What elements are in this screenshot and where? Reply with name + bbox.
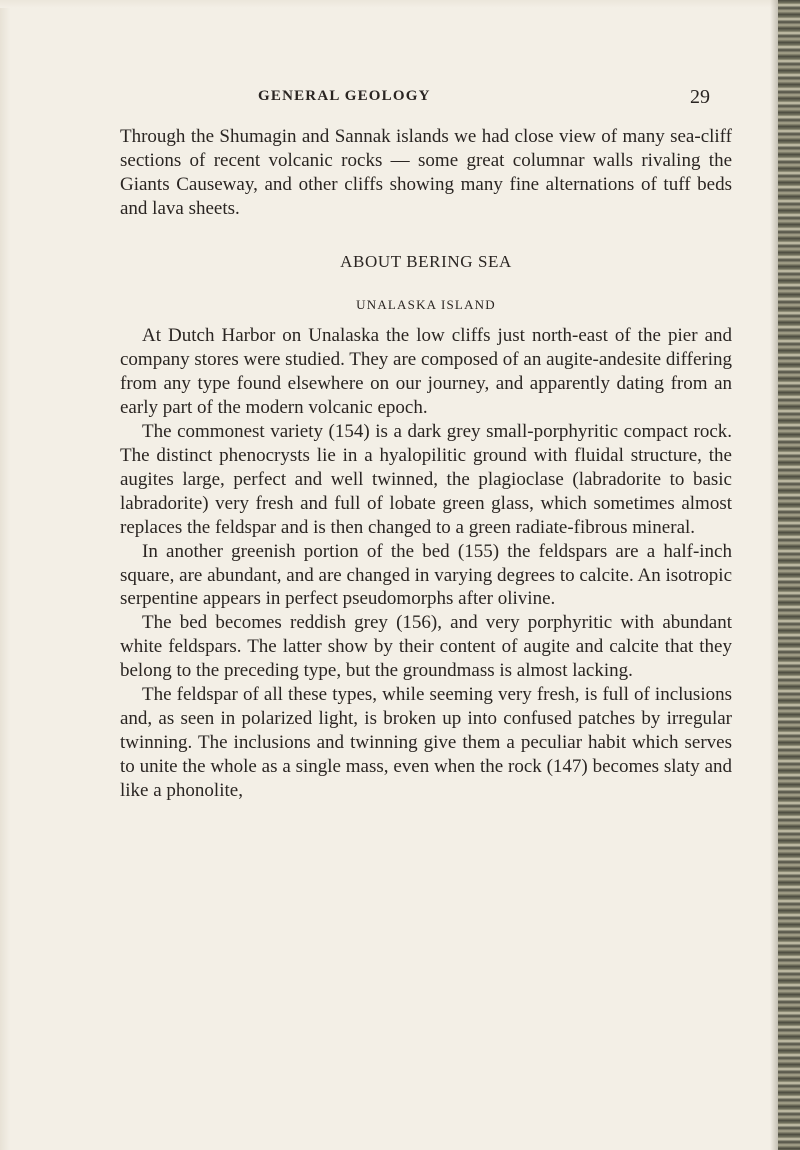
intro-paragraph: Through the Shumagin and Sannak islands we had close view of many sea-cliff sections of recent volcanic rocks — some great columnar walls rivaling the Giants Causeway, and other cliffs showing many fine alternations of tuff beds and lava sheets.	[120, 126, 732, 219]
page-number: 29	[690, 86, 710, 108]
running-header	[0, 88, 800, 118]
page-top-edge	[0, 0, 780, 8]
paragraph-commonest-variety: The commonest variety (154) is a dark grey small-porphyritic compact rock. The distinct phenocrysts lie in a hyalopilitic ground with fluidal structure, the augites large, perfect and well twinned, the plagioclase (labradorite to basic labradorite) very fresh and full of lobate green glass, which sometimes almost replaces the feldspar and is then changed to a green radiate-fibrous mineral.	[120, 421, 732, 538]
book-binding-edge	[778, 0, 800, 1150]
text-block	[120, 125, 732, 803]
section-heading: ABOUT BERING SEA	[340, 251, 512, 271]
paragraph-reddish-grey: The bed becomes reddish grey (156), and very porphyritic with abundant white feldspars. The latter show by their content of augite and calcite that they belong to the preceding type, but the groundmass is almost lacking.	[120, 612, 732, 682]
paragraph-feldspar: The feldspar of all these types, while seeming very fresh, is full of inclusions and, as seen in polarized light, is broken up into confused patches by irregular twinning. The inclusions and twinning give them a peculiar habit which serves to unite the whole as a single mass, even when the rock (147) becomes slaty and like a phonolite,	[120, 684, 732, 801]
page-left-edge	[0, 0, 10, 1150]
running-title: GENERAL GEOLOGY	[258, 88, 431, 104]
paragraph-dutch-harbor: At Dutch Harbor on Unalaska the low cliffs just north-east of the pier and company stores were studied. They are composed of an augite-andesite differing from any type found elsewhere on our journey, and apparently dating from an early part of the modern volcanic epoch.	[120, 325, 732, 419]
binding-shadow	[770, 0, 778, 1150]
paragraph-greenish-portion: In another greenish portion of the bed (155) the feldspars are a half-inch square, are abundant, and are changed in varying degrees to calcite. An isotropic serpentine appears in perfect pseudomorphs after olivine.	[120, 540, 732, 610]
sub-heading: UNALASKA ISLAND	[356, 296, 496, 312]
